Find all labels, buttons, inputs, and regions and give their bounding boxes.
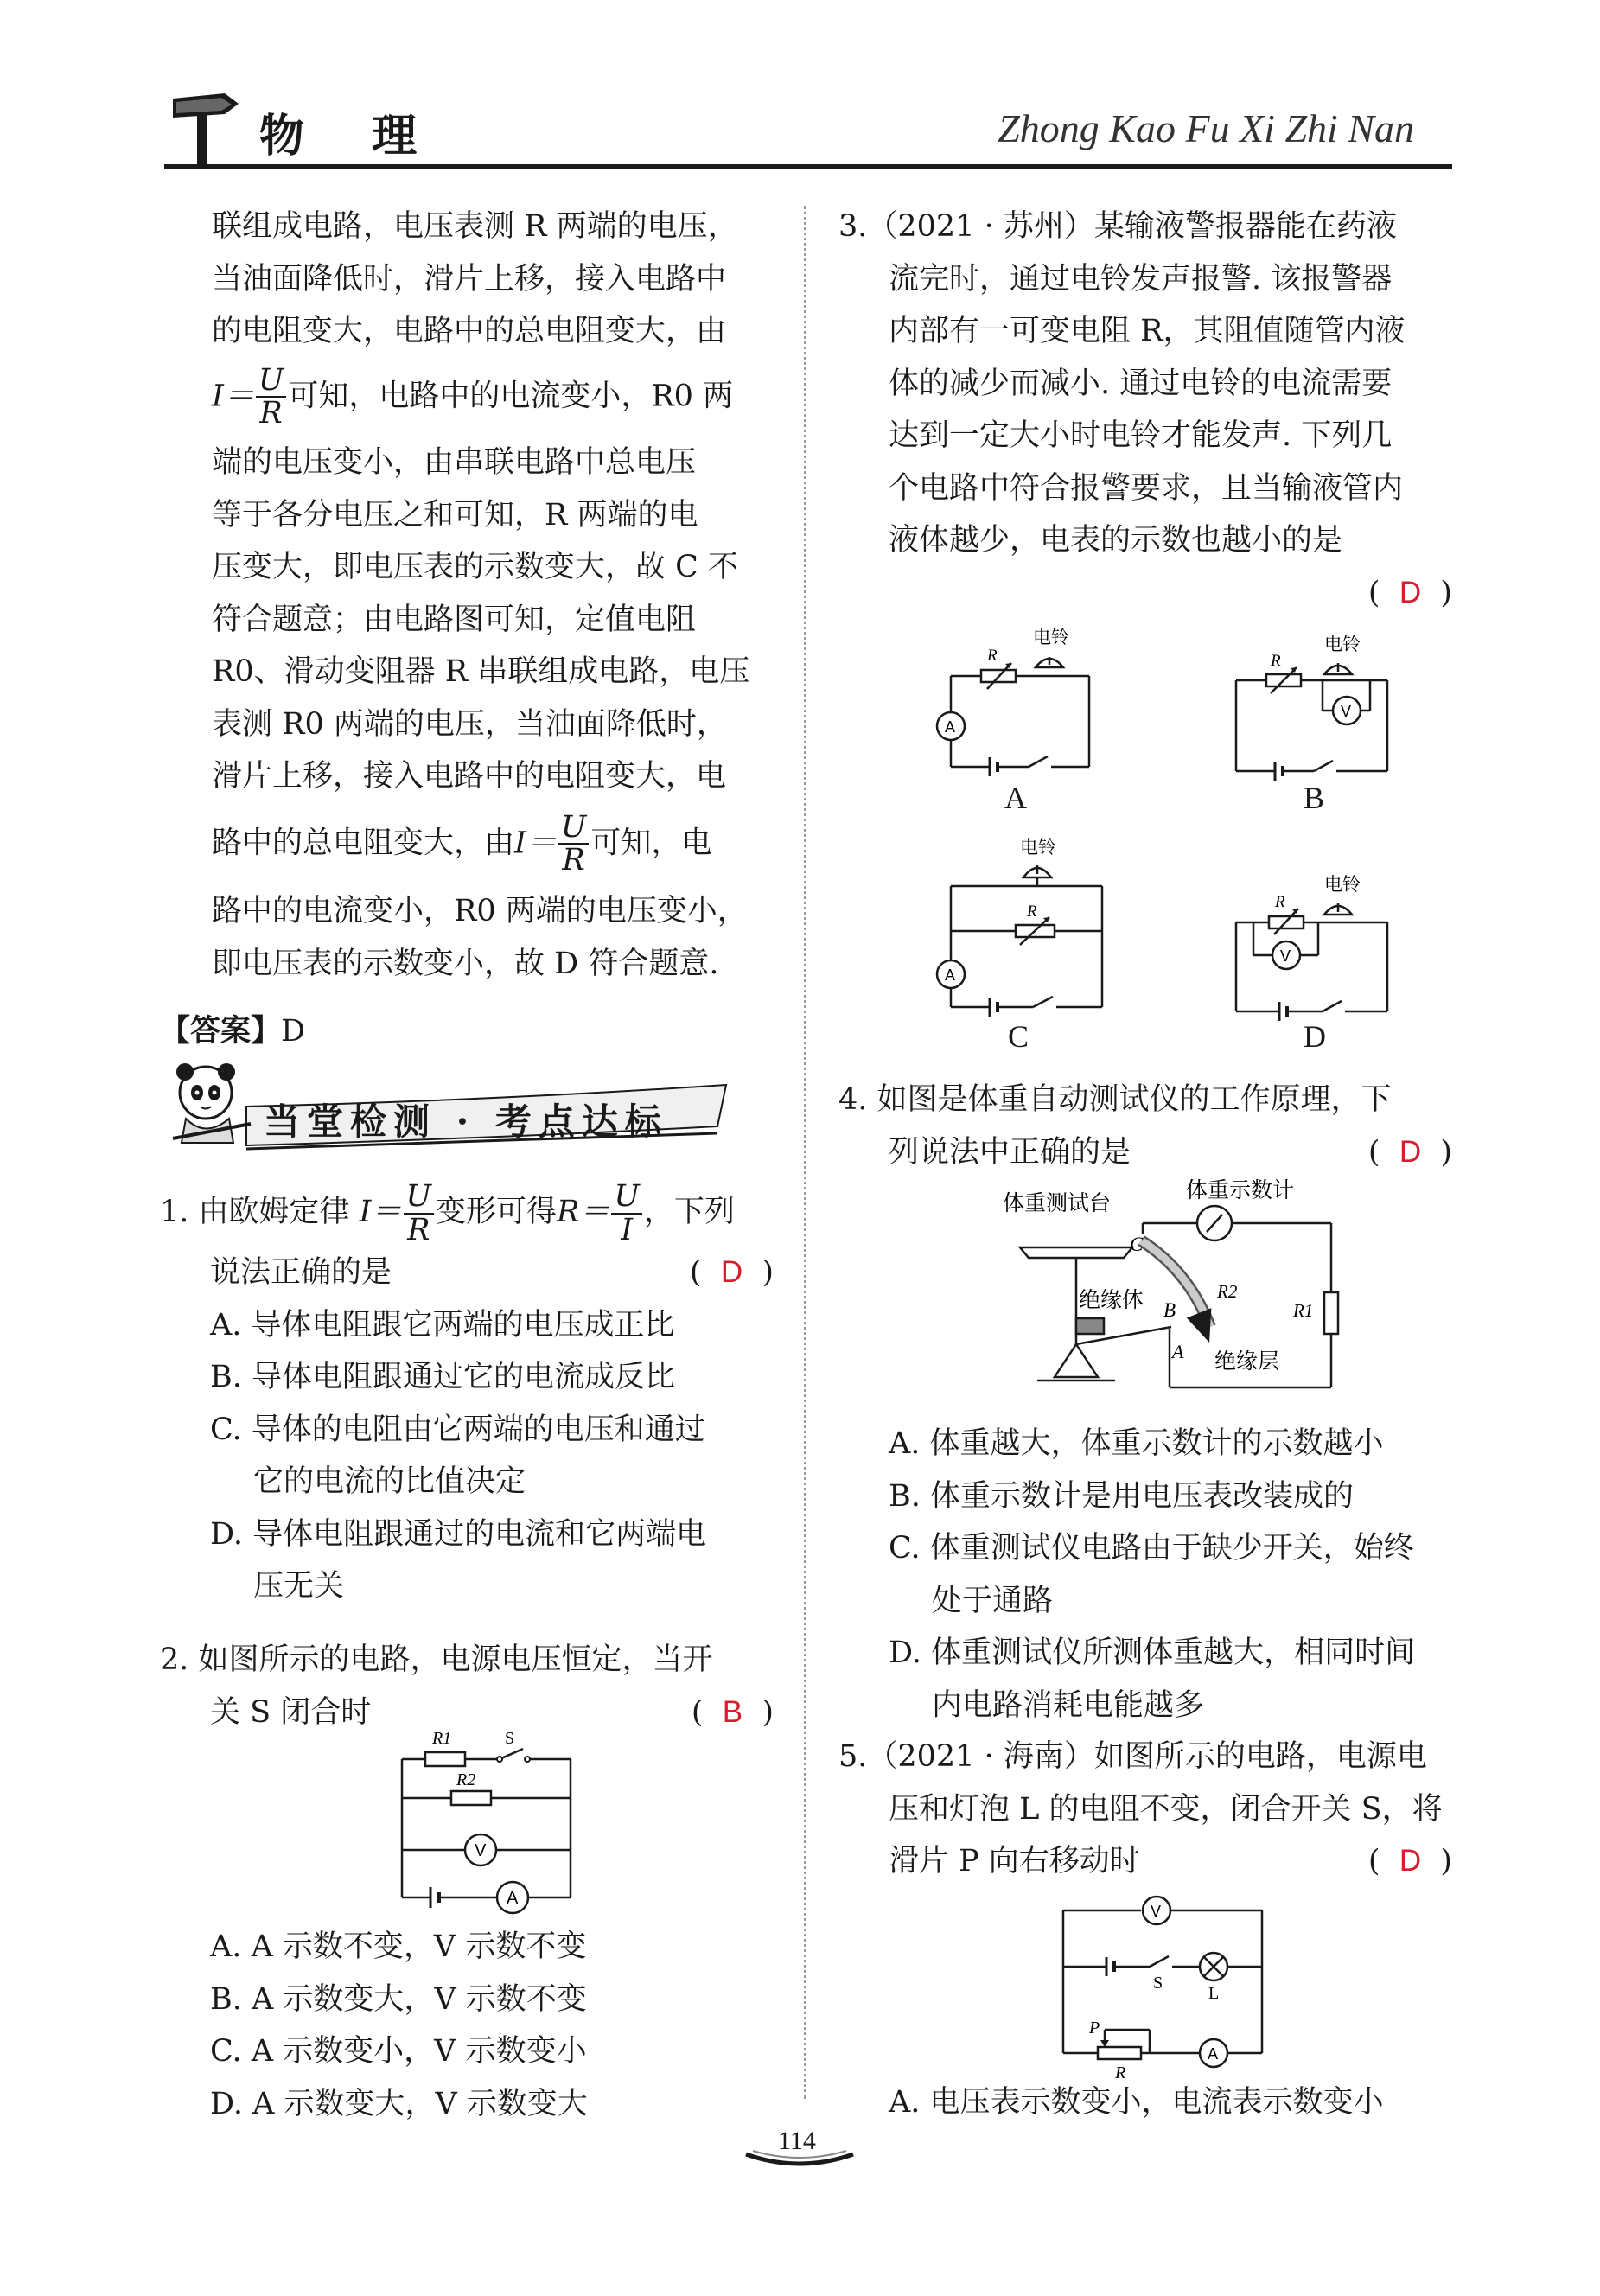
stem-text: 说法正确的是 <box>210 1255 392 1290</box>
fraction-u-over-r <box>558 809 590 878</box>
option-b: B. A 示数变大，V 示数不变 <box>210 1981 587 2017</box>
option-c: C. 体重测试仪电路由于缺少开关，始终 <box>889 1531 1414 1566</box>
option-c-cont: 它的电流的比值决定 <box>253 1464 526 1499</box>
answer-value: D <box>281 1014 306 1049</box>
question-stem: 内部有一可变电阻 R，其阻值随管内液 <box>889 314 1406 348</box>
explanation-line: 符合题意；由电路图可知，定值电阻 <box>212 602 697 637</box>
stem-text: 滑片 P 向右移动时 <box>889 1844 1140 1878</box>
explanation-line <box>212 809 774 878</box>
option-d: D. A 示数变大，V 示数变大 <box>210 2086 588 2121</box>
label-l: L <box>1208 1984 1220 2003</box>
label-a: A <box>507 1889 519 1908</box>
explanation-line: 滑片上移，接入电路中的电阻变大，电 <box>212 759 727 794</box>
fraction-u-over-r <box>404 1178 435 1247</box>
explanation-line: R0、滑动变阻器 R 串联组成电路，电压 <box>212 654 750 689</box>
denominator: R <box>562 843 585 878</box>
label-r: R <box>1027 902 1037 921</box>
question-stem: 达到一定大小时电铃才能发声. 下列几 <box>889 418 1393 453</box>
option-a: A. 电压表示数变小，电流表示数变小 <box>889 2085 1384 2120</box>
q4-weight-scale-diagram <box>1003 1177 1357 1396</box>
header-rule <box>164 164 1452 169</box>
answer-line <box>160 1007 305 1050</box>
page-number: 114 <box>778 2127 816 2155</box>
denominator: R <box>407 1212 430 1247</box>
explanation-line: 等于各分电压之和可知，R 两端的电 <box>212 497 698 533</box>
label-voltmeter: V <box>1280 947 1291 965</box>
question-3 <box>838 201 1452 619</box>
label-a: A <box>1208 2045 1219 2063</box>
question-5-options <box>838 2076 1452 2129</box>
question-2-options <box>160 1921 774 2130</box>
label-insulating-layer: 绝缘层 <box>1214 1349 1280 1374</box>
explanation-line: 压变大，即电压表的示数变大，故 C 不 <box>212 550 739 584</box>
label-bell: 电铃 <box>1324 634 1361 654</box>
figure-label-d: D <box>1304 1019 1326 1054</box>
question-stem: 体的减少而减小. 通过电铃的电流需要 <box>889 366 1393 401</box>
formula-r: R＝ <box>557 1195 610 1229</box>
question-stem: 压和灯泡 L 的电阻不变，闭合开关 S，将 <box>889 1791 1443 1827</box>
explanation-text: 可知，电路中的电流变小，R0 两 <box>288 378 734 413</box>
question-4 <box>838 1074 1452 1178</box>
option-b: B. 体重示数计是用电压表改装成的 <box>889 1478 1354 1514</box>
label-r2: R2 <box>1217 1281 1238 1302</box>
question-stem: 2. 如图所示的电路，电源电压恒定，当开 <box>160 1642 713 1677</box>
running-title: Zhong Kao Fu Xi Zhi Nan <box>998 106 1414 150</box>
explanation-line: 的电阻变大，电路中的总电阻变大，由 <box>212 314 727 348</box>
option-c: C. A 示数变小，V 示数变小 <box>210 2034 587 2069</box>
explanation-line: 路中的电流变小，R0 两端的电压变小， <box>212 894 748 928</box>
formula-i: I＝ <box>359 1195 402 1229</box>
label-b: B <box>1163 1299 1176 1321</box>
option-c: C. 导体的电阻由它两端的电压和通过 <box>210 1412 705 1447</box>
answer-bracket: ( B ) <box>691 1694 774 1730</box>
option-a: A. 体重越大，体重示数计的示数越小 <box>889 1426 1384 1461</box>
explanation-line: 端的电压变小，由串联电路中总电压 <box>212 445 697 480</box>
option-d-cont: 内电路消耗电能越多 <box>932 1687 1205 1723</box>
label-bell: 电铃 <box>1033 627 1069 647</box>
label-r: R <box>1275 893 1285 911</box>
explanation-line: 当油面降低时，滑片上移，接入电路中 <box>212 261 727 297</box>
label-r2: R2 <box>456 1770 476 1789</box>
label-voltmeter: V <box>1341 703 1352 720</box>
label-r1: R1 <box>1293 1300 1314 1321</box>
answer-bracket: ( D ) <box>1367 575 1452 610</box>
fraction-u-over-i <box>611 1178 642 1247</box>
question-stem <box>838 1835 1452 1888</box>
answer-line <box>838 567 1452 619</box>
question-stem <box>838 1126 1452 1179</box>
denominator: I <box>621 1212 634 1247</box>
column-divider <box>804 206 806 2099</box>
fraction-u-over-r <box>256 362 287 431</box>
explanation-block <box>212 201 774 990</box>
q2-circuit-diagram <box>389 1725 588 1915</box>
stem-text: 1. 由欧姆定律 <box>160 1195 350 1229</box>
label-r1: R1 <box>432 1729 452 1748</box>
question-1 <box>160 1177 774 1613</box>
answer-bracket: ( D ) <box>1367 1134 1452 1170</box>
q3-circuit-b <box>1227 633 1400 780</box>
question-4-options <box>838 1418 1452 1732</box>
answer-choice: D <box>1399 1844 1422 1878</box>
answer-bracket: ( D ) <box>1367 1844 1452 1878</box>
label-c: C <box>1130 1234 1144 1255</box>
label-r: R <box>987 647 998 665</box>
label-s: S <box>1153 1974 1163 1993</box>
label-insulator: 绝缘体 <box>1079 1287 1144 1312</box>
label-r: R <box>1115 2063 1126 2082</box>
label-r: R <box>1271 652 1281 670</box>
answer-label: 【答案】 <box>160 1013 282 1049</box>
explanation-line: 联组成电路，电压表测 R 两端的电压， <box>212 209 738 244</box>
numerator: U <box>558 812 590 845</box>
q3-circuit-d <box>1227 869 1400 1016</box>
label-v: V <box>475 1841 487 1860</box>
label-ammeter: A <box>945 966 956 984</box>
explanation-line <box>212 362 774 431</box>
q3-circuit-c <box>934 834 1115 1016</box>
stem-text: 关 S 闭合时 <box>210 1694 372 1730</box>
question-stem <box>160 1177 774 1247</box>
stem-text: 列说法中正确的是 <box>889 1134 1131 1170</box>
label-s: S <box>505 1729 515 1748</box>
denominator: R <box>259 396 283 431</box>
label-meter: 体重示数计 <box>1186 1177 1295 1202</box>
explanation-line: 即电压表的示数变小，故 D 符合题意. <box>212 946 719 981</box>
option-a: A. A 示数不变，V 示数不变 <box>210 1929 587 1964</box>
answer-choice: D <box>720 1255 743 1289</box>
numerator: U <box>404 1181 435 1215</box>
stem-text: ，下列 <box>643 1195 735 1229</box>
option-c-cont: 处于通路 <box>932 1583 1054 1618</box>
question-stem: 个电路中符合报警要求，且当输液管内 <box>889 470 1404 506</box>
answer-choice: B <box>722 1694 743 1729</box>
question-stem: 液体越少，电表的示数也越小的是 <box>889 523 1343 558</box>
label-p: P <box>1089 2019 1100 2038</box>
formula-i: I＝ <box>212 378 254 413</box>
label-v: V <box>1151 1903 1162 1920</box>
q3-circuit-a <box>934 624 1106 771</box>
explanation-text: 路中的总电阻变大，由 <box>212 825 515 860</box>
numerator: U <box>256 365 287 399</box>
signpost-logo-icon <box>164 80 251 166</box>
stem-text: 变形可得 <box>436 1195 558 1229</box>
option-d: D. 导体电阻跟通过的电流和它两端电 <box>210 1516 707 1552</box>
question-stem: 4. 如图是体重自动测试仪的工作原理，下 <box>838 1082 1392 1117</box>
question-stem: 流完时，通过电铃发声报警. 该报警器 <box>889 261 1393 297</box>
question-stem: 5.（2021 · 海南）如图所示的电路，电源电 <box>838 1739 1427 1774</box>
section-title: 当堂检测 · 考点达标 <box>264 1100 668 1143</box>
question-stem <box>160 1247 774 1299</box>
numerator: U <box>611 1181 642 1215</box>
option-d: D. 体重测试仪所测体重越大，相同时间 <box>889 1636 1416 1670</box>
panda-mascot-icon <box>164 1056 259 1151</box>
explanation-text: 可知，电 <box>590 825 712 860</box>
option-d-cont: 压无关 <box>253 1569 345 1604</box>
figure-label-c: C <box>1008 1019 1029 1054</box>
answer-choice: D <box>1399 575 1422 609</box>
figure-label-a: A <box>1004 781 1027 815</box>
subject-title: 物 理 <box>259 110 443 163</box>
option-b: B. 导体电阻跟通过它的电流成反比 <box>210 1360 675 1394</box>
q5-circuit-diagram <box>1055 1885 1279 2082</box>
question-2 <box>160 1634 774 1738</box>
option-a: A. 导体电阻跟它两端的电压成正比 <box>210 1307 675 1343</box>
label-a: A <box>1172 1341 1184 1362</box>
figure-label-b: B <box>1304 781 1325 815</box>
answer-bracket: ( D ) <box>689 1255 774 1290</box>
label-bell: 电铃 <box>1324 874 1361 895</box>
explanation-line: 表测 R0 两端的电压，当油面降低时， <box>212 706 727 742</box>
label-platform: 体重测试台 <box>1003 1190 1112 1215</box>
label-bell: 电铃 <box>1020 837 1056 858</box>
formula-i: I＝ <box>514 825 557 860</box>
question-5 <box>838 1731 1452 1888</box>
answer-choice: D <box>1399 1134 1422 1169</box>
label-ammeter: A <box>945 718 956 736</box>
question-stem: 3.（2021 · 苏州）某输液警报器能在药液 <box>838 209 1397 244</box>
